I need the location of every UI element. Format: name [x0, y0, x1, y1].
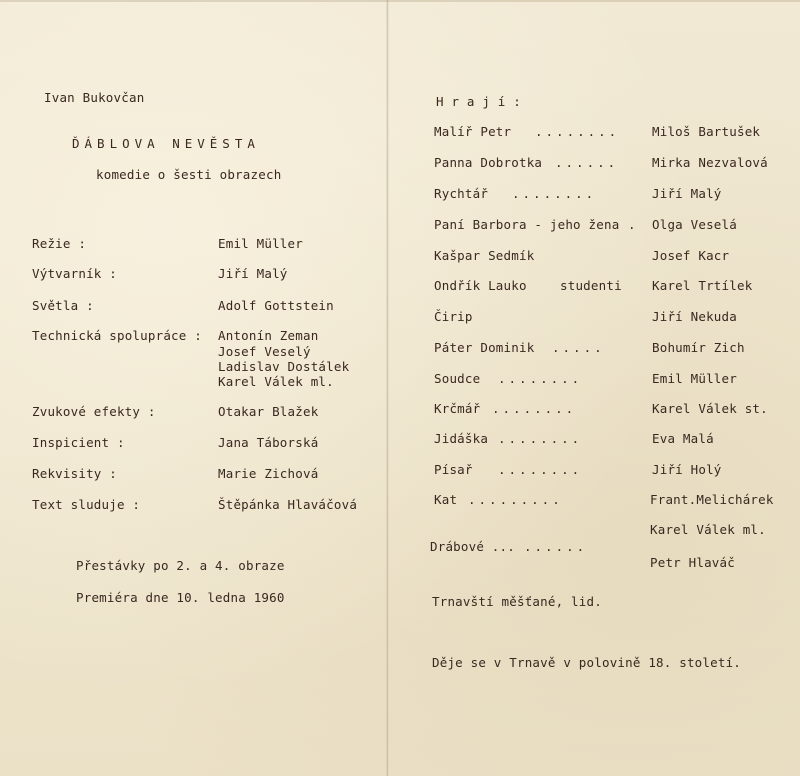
top-edge	[0, 0, 800, 2]
cast-dots: .	[628, 217, 639, 232]
cast-dots: .........	[468, 492, 563, 507]
cast-actor: Eva Malá	[652, 431, 714, 446]
cast-role: Jidáška	[434, 431, 489, 446]
cast-actor: Karel Válek st.	[652, 401, 768, 416]
author: Ivan Bukovčan	[44, 90, 145, 105]
cast-dots: ......	[524, 539, 588, 554]
cast-actor: Miloš Bartušek	[652, 124, 761, 139]
credit-role: Zvukové efekty :	[32, 404, 156, 419]
credit-name: Ladislav Dostálek	[218, 359, 350, 374]
students-note: studenti	[560, 278, 622, 293]
credit-role: Text sluduje :	[32, 497, 141, 512]
cast-dots: ........	[498, 431, 583, 446]
credit-role: Inspicient :	[32, 435, 125, 450]
premiere-date: Premiéra dne 10. ledna 1960	[76, 590, 285, 605]
cast-role: Soudce	[434, 371, 481, 386]
cast-dots: ........	[498, 462, 583, 477]
cast-dots: .....	[552, 340, 605, 355]
cast-role: Krčmář	[434, 401, 481, 416]
cast-dots: ........	[498, 371, 583, 386]
cast-dots: ........	[492, 401, 577, 416]
cast-actor: Jiří Nekuda	[652, 309, 737, 324]
credit-role: Režie :	[32, 236, 87, 251]
credit-name: Marie Zichová	[218, 466, 319, 481]
center-fold	[386, 0, 389, 776]
credit-name: Jana Táborská	[218, 435, 319, 450]
credit-name: Štěpánka Hlaváčová	[218, 497, 358, 512]
cast-role: Čirip	[434, 309, 473, 324]
cast-actor: Olga Veselá	[652, 217, 737, 232]
cast-role: Malíř Petr	[434, 124, 512, 139]
cast-actor: Petr Hlaváč	[650, 555, 735, 570]
cast-role: Páter Dominik	[434, 340, 535, 355]
credit-role: Rekvisity :	[32, 466, 117, 481]
setting-note: Děje se v Trnavě v polovině 18. století.	[432, 655, 742, 670]
play-subtitle: komedie o šesti obrazech	[96, 167, 282, 182]
credit-role: Technická spolupráce :	[32, 328, 202, 343]
cast-heading: H r a j í :	[436, 94, 521, 109]
credit-name: Otakar Blažek	[218, 404, 319, 419]
credit-role: Světla :	[32, 298, 94, 313]
cast-actor: Karel Válek ml.	[650, 522, 766, 537]
cast-actor: Karel Trtílek	[652, 278, 753, 293]
credit-name: Antonín Zeman	[218, 328, 319, 343]
cast-actor: Jiří Malý	[652, 186, 722, 201]
credit-name: Emil Müller	[218, 236, 303, 251]
cast-actor: Mirka Nezvalová	[652, 155, 768, 170]
cast-role: Ondřík Lauko	[434, 278, 527, 293]
credit-name: Josef Veselý	[218, 344, 311, 359]
intermission-note: Přestávky po 2. a 4. obraze	[76, 558, 285, 573]
cast-role: Kat	[434, 492, 458, 507]
townsfolk-note: Trnavští měšťané, lid.	[432, 594, 602, 609]
cast-actor: Jiří Holý	[652, 462, 722, 477]
cast-role: Rychtář	[434, 186, 489, 201]
credit-name: Adolf Gottstein	[218, 298, 334, 313]
credit-role: Výtvarník :	[32, 266, 117, 281]
cast-actor: Emil Müller	[652, 371, 737, 386]
play-title: ĎÁBLOVA NEVĚSTA	[72, 136, 260, 151]
cast-dots: ........	[512, 186, 597, 201]
credit-name: Jiří Malý	[218, 266, 288, 281]
cast-dots: ......	[555, 155, 619, 170]
credit-name: Karel Válek ml.	[218, 374, 334, 389]
cast-role: Paní Barbora - jeho žena	[434, 217, 620, 232]
cast-role: Panna Dobrotka	[434, 155, 543, 170]
cast-role: Písař	[434, 462, 473, 477]
cast-role: Drábové ...	[430, 539, 515, 554]
cast-actor: Josef Kacr	[652, 248, 730, 263]
cast-dots: ........	[535, 124, 620, 139]
cast-role: Kašpar Sedmík	[434, 248, 535, 263]
cast-actor: Bohumír Zich	[652, 340, 745, 355]
cast-actor: Frant.Melichárek	[650, 492, 774, 507]
